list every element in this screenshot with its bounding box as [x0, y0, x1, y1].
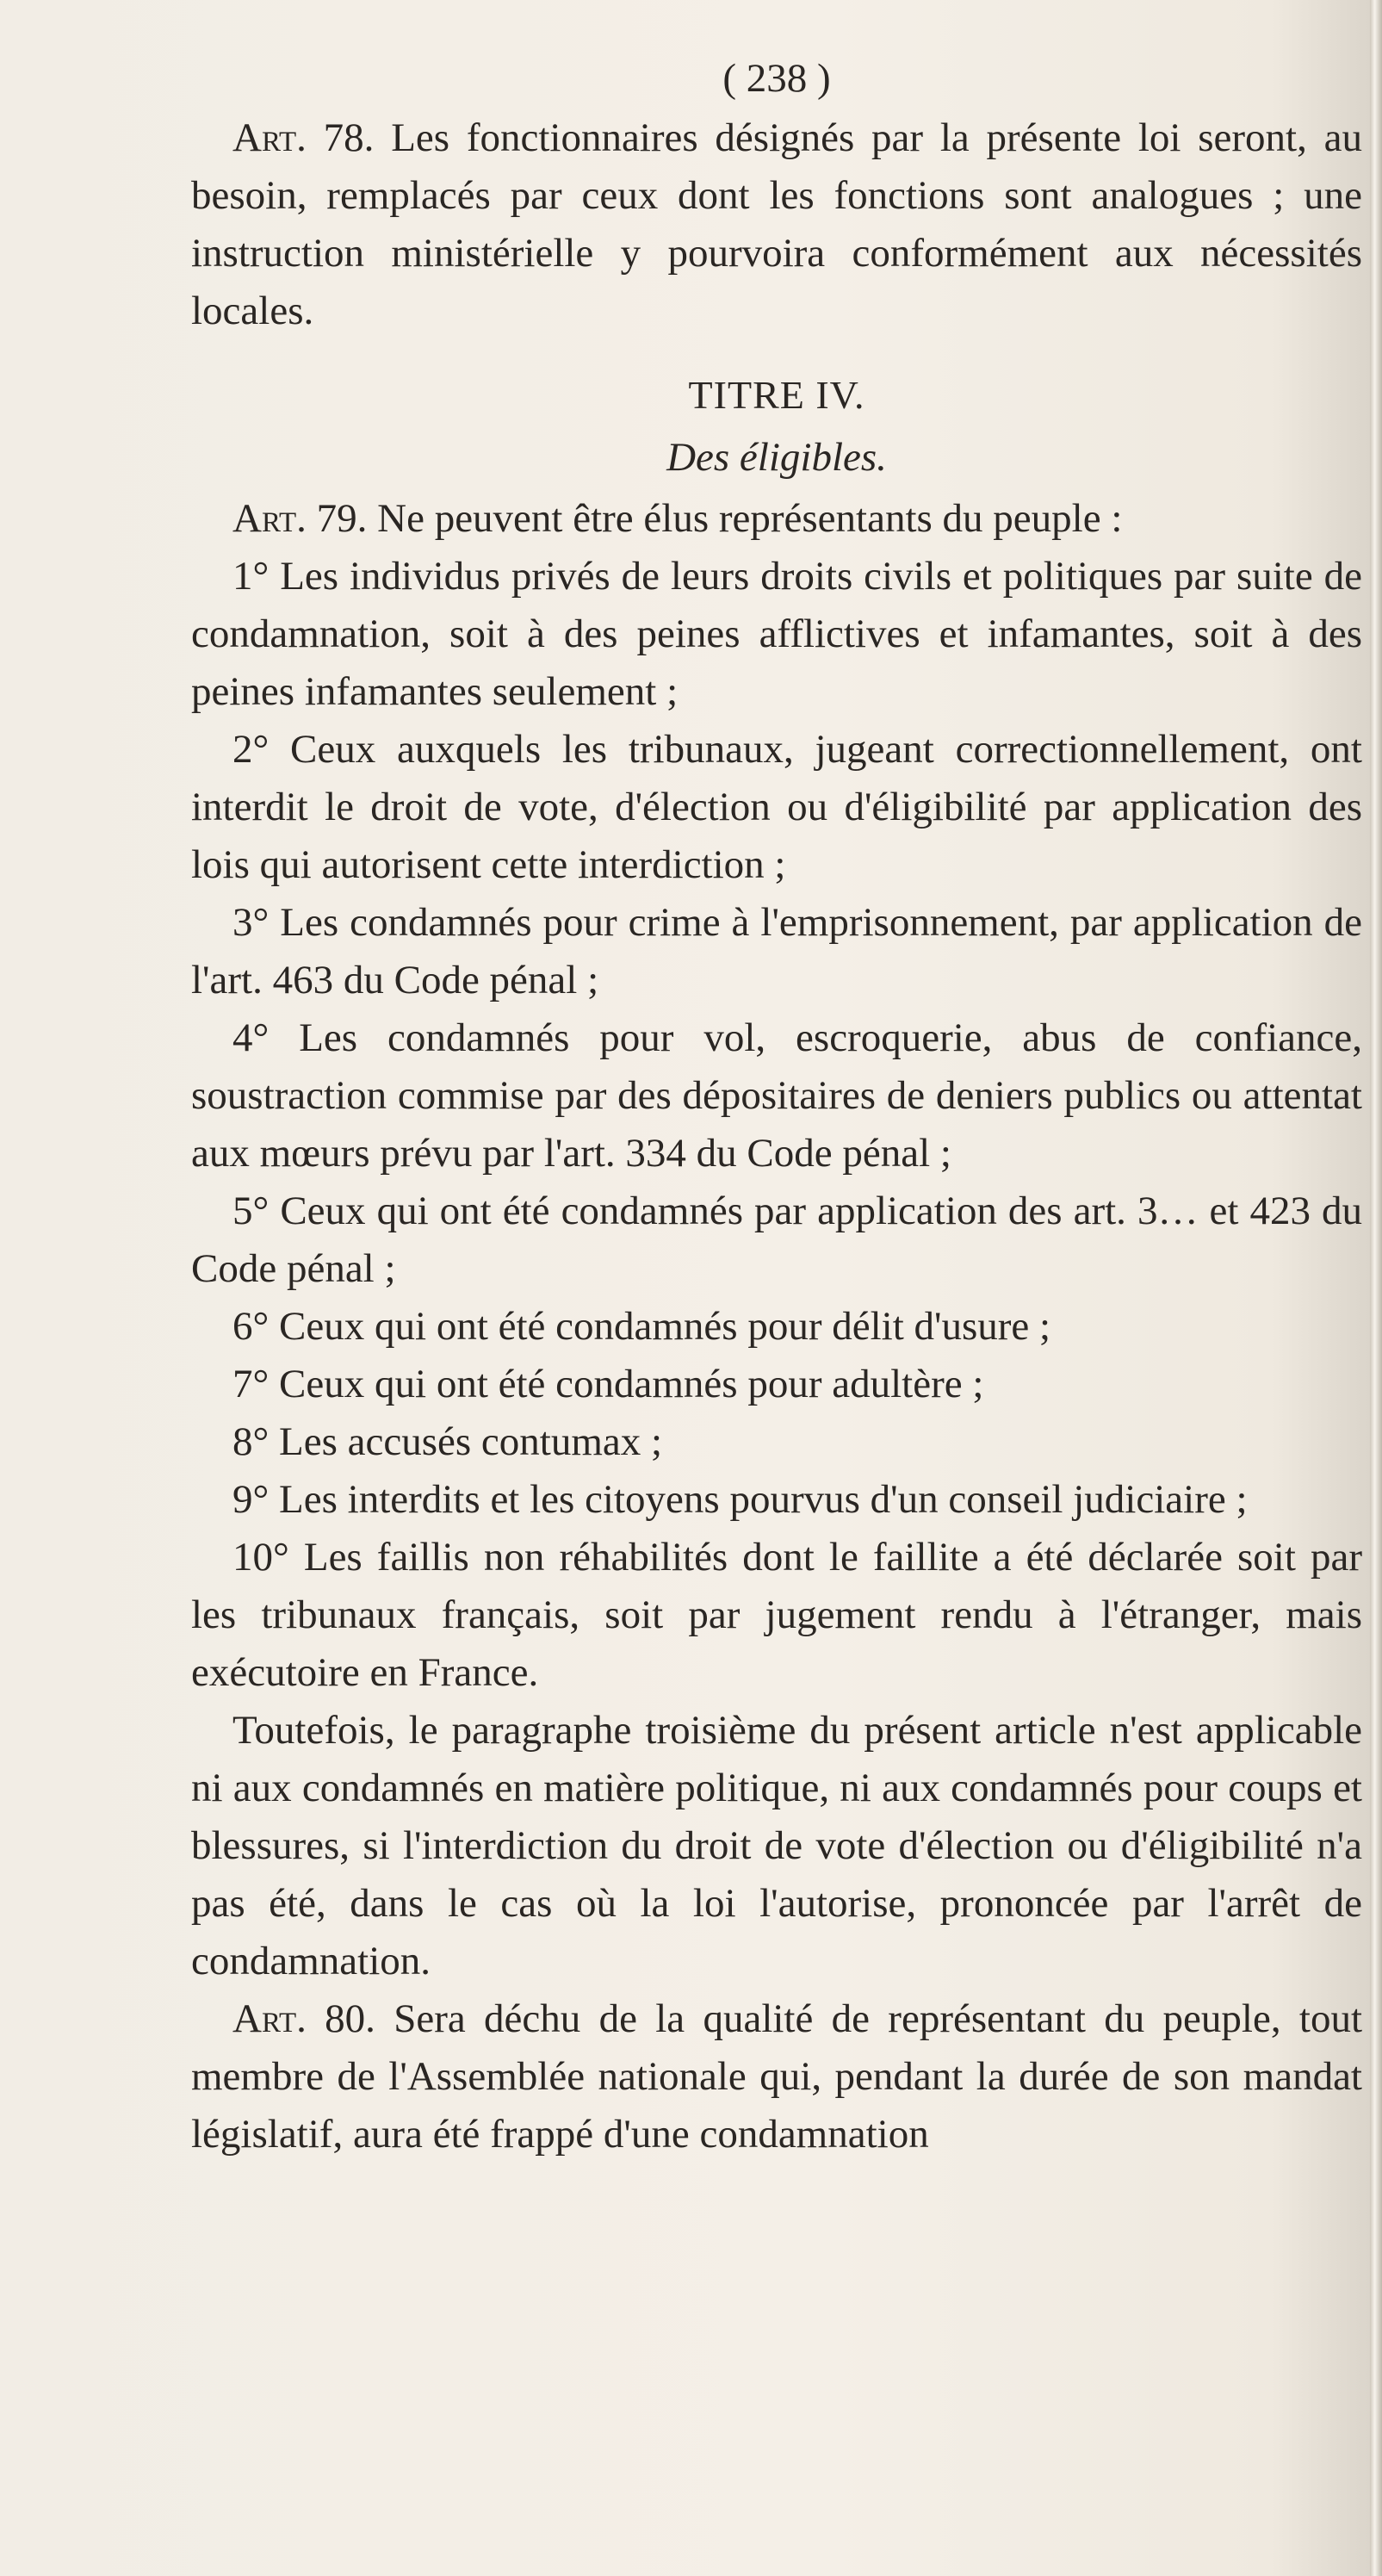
page-number: ( 238 ) [722, 56, 831, 101]
article-78 [191, 109, 1362, 340]
list-item: 7° Ceux qui ont été condamnés pour adultère ; [232, 1362, 984, 1406]
page-text [191, 50, 1362, 2163]
list-item: 3° Les condamnés pour crime à l'emprisonnement, par application de l'art. 463 du Code pénal ; [191, 900, 1362, 1002]
list-item: 5° Ceux qui ont été condamnés par application des art. 3… et 423 du Code pénal ; [191, 1189, 1362, 1291]
titre-heading: TITRE IV. [688, 373, 865, 417]
article-79-text: Ne peuvent être élus représentants du peuple : [377, 496, 1123, 541]
list-item: 9° Les interdits et les citoyens pourvus d'un conseil judiciaire ; [232, 1477, 1248, 1522]
list-item: 6° Ceux qui ont été condamnés pour délit d'usure ; [232, 1304, 1051, 1349]
list-item: 4° Les condamnés pour vol, escroquerie, abus de confiance, soustraction commise par des dépositaires de deniers publics ou attentat aux mœurs prévu par l'art. 334 du Code pénal ; [191, 1015, 1362, 1176]
article-78-label: Art. 78. [232, 115, 375, 160]
toutefois-paragraph: Toutefois, le paragraphe troisième du présent article n'est applicable ni aux condamnés en matière politique, ni aux condamnés pour coups et blessures, si l'interdiction du droit de vote d'élection ou d'éligibilité n'a pas été, dans le cas où la loi l'autorise, prononcée par l'arrêt de condamnation. [191, 1708, 1362, 1983]
article-78-text: Les fonctionnaires désignés par la présente loi seront, au besoin, remplacés par ceux dont les fonctions sont analogues ; une instruction ministérielle y pourvoira conformément aux nécessités locales. [191, 115, 1362, 333]
list-item: 8° Les accusés contumax ; [232, 1419, 663, 1464]
titre-subtitle: Des éligibles. [666, 435, 887, 480]
article-79 [191, 490, 1362, 548]
article-80 [191, 1990, 1362, 2163]
article-80-label: Art. 80. [232, 1996, 375, 2041]
list-item: 10° Les faillis non réhabilités dont le faillite a été déclarée soit par les tribunaux français, soit par jugement rendu à l'étranger, mais exécutoire en France. [191, 1535, 1362, 1695]
list-item: 1° Les individus privés de leurs droits civils et politiques par suite de condamnation, soit à des peines afflictives et infamantes, soit à des peines infamantes seulement ; [191, 554, 1362, 714]
article-79-label: Art. 79. [232, 496, 368, 541]
page-edge [1370, 0, 1382, 2576]
list-item: 2° Ceux auxquels les tribunaux, jugeant correctionnellement, ont interdit le droit de vote, d'élection ou d'éligibilité par application des lois qui autorisent cette interdiction ; [191, 727, 1362, 887]
article-80-text: Sera déchu de la qualité de représentant du peuple, tout membre de l'Assemblée nationale qui, pendant la durée de son mandat législatif, aura été frappé d'une condamnation [191, 1996, 1363, 2157]
